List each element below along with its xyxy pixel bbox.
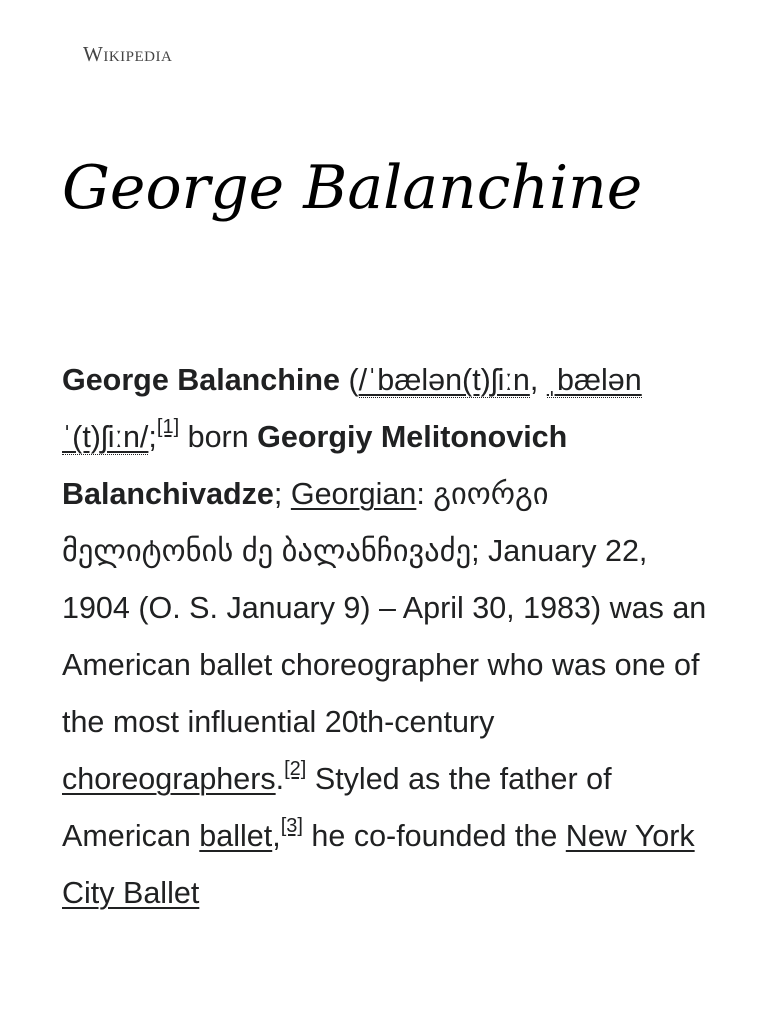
reference-2[interactable] (284, 758, 306, 780)
text-segment: ; (273, 477, 291, 511)
new-york-city-ballet-link[interactable]: New York City Ballet (62, 819, 695, 910)
reference-link-1[interactable]: [1] (156, 416, 180, 438)
ipa-pronunciation-link-alt[interactable]: ˌbælənˈ(t)ʃiːn/ (62, 363, 642, 454)
ballet-link[interactable]: ballet (199, 819, 273, 853)
text-segment: ; (148, 420, 157, 454)
text-segment: . (275, 762, 285, 796)
birth-name: Georgiy Melitonovich Balanchivadze (62, 420, 568, 511)
article-body (62, 352, 722, 922)
text-segment: , (529, 363, 547, 397)
subject-name: George Balanchine (62, 363, 340, 397)
text-segment: ( (339, 363, 359, 397)
reference-link-3[interactable]: [3] (280, 815, 303, 837)
choreographers-link[interactable]: choreographers (62, 762, 276, 796)
page-title: George Balanchine (62, 153, 643, 223)
georgian-language-link[interactable]: Georgian (290, 477, 417, 511)
reference-3[interactable] (281, 815, 303, 837)
reference-1[interactable] (157, 416, 179, 438)
intro-paragraph (62, 352, 722, 922)
text-segment: : გიორგი მელიტონის ძე ბალანჩივაძე; January 22, 1904 (O. S. January 9) – April 30, 1983) was an American ballet choreographer who was one of the most influential 20th-century (62, 477, 707, 739)
reference-link-2[interactable]: [2] (284, 758, 307, 780)
text-segment: , (272, 819, 281, 853)
ipa-pronunciation-link[interactable]: /ˈbælən(t)ʃiːn (358, 363, 530, 397)
text-segment: Styled as the father of American (62, 762, 612, 853)
text-segment: born (179, 420, 258, 454)
wikipedia-logo[interactable]: Wikipedia (83, 42, 173, 66)
text-segment: he co-founded the (302, 819, 566, 853)
